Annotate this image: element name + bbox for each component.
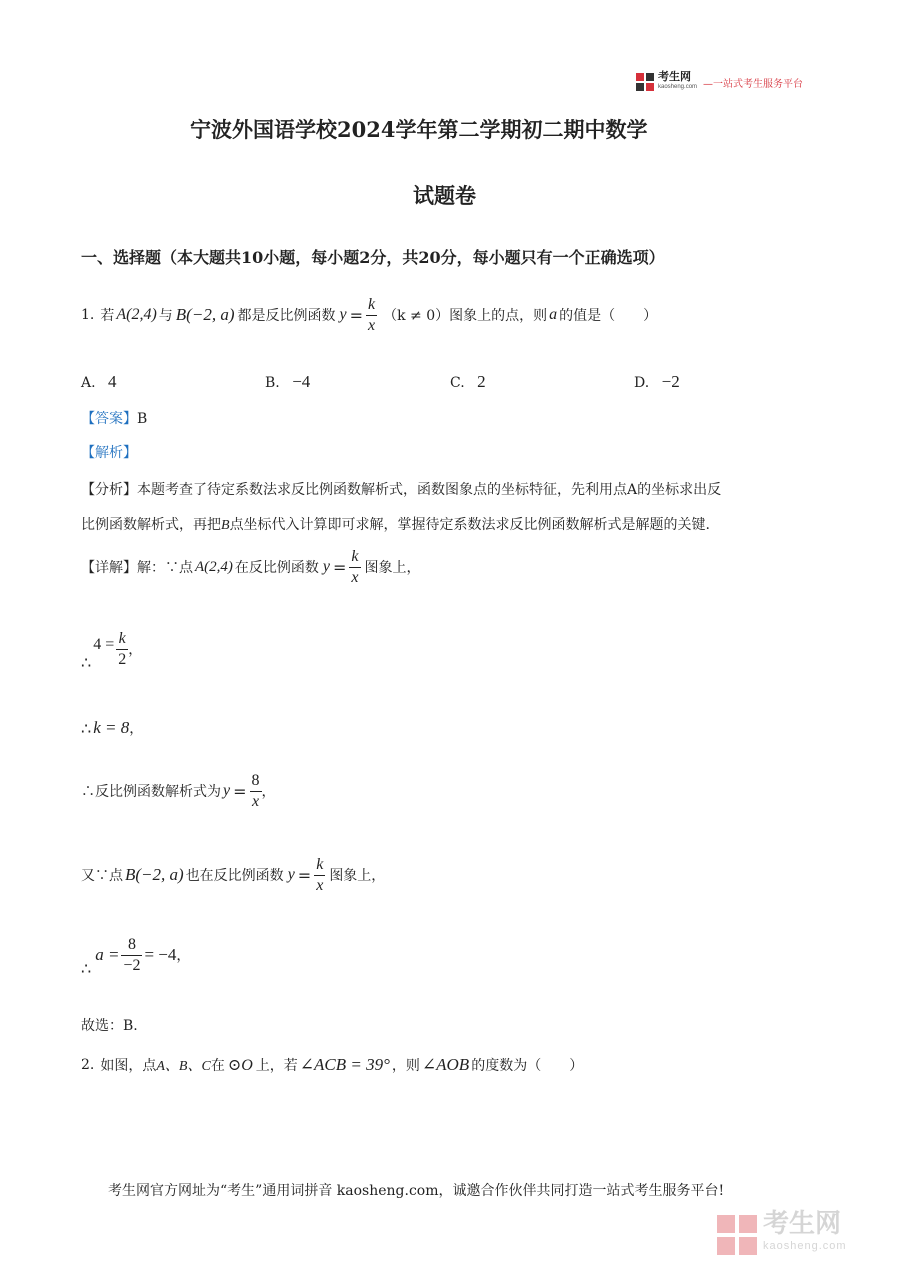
comma: ，: [128, 642, 143, 658]
option-label: C.: [450, 375, 465, 391]
kaosheng-watermark-icon: [717, 1215, 757, 1255]
therefore-symbol: ∴: [81, 959, 92, 978]
step-4-text-2: 也在反比例函数: [185, 868, 284, 884]
numerator-k: k: [368, 295, 376, 313]
q2-text-2: 在: [210, 1058, 225, 1074]
option-a[interactable]: [81, 372, 117, 392]
step-4-text-3: 图象上，: [329, 868, 386, 884]
footer-text: 考生网官方网址为“考生”通用词拼音 kaosheng.com，诚邀合作伙伴共同打造一站式考生服务平台!: [108, 1183, 725, 1199]
brand-logo: [636, 72, 803, 92]
question-number: 1.: [81, 307, 95, 323]
equals: =: [297, 865, 312, 885]
q1-text-3: 都是反比例函数: [237, 308, 336, 324]
var-y: y: [223, 782, 231, 799]
fraction-k-over-x: [349, 547, 360, 588]
step-3: [81, 766, 276, 816]
denominator-x: x: [351, 568, 359, 586]
option-value: −2: [661, 372, 680, 391]
numerator-k: k: [316, 855, 324, 873]
denominator-x: x: [316, 876, 324, 894]
option-value: 4: [108, 372, 117, 391]
step-5-rhs: = −4: [144, 945, 177, 964]
equals: =: [349, 305, 363, 325]
comma: ，: [261, 784, 276, 800]
therefore-symbol: ∴: [81, 718, 92, 738]
equals: =: [333, 557, 347, 577]
q2-text-3: 上，若: [255, 1058, 298, 1074]
answer-value: B: [137, 411, 148, 427]
step-2-expr: k = 8: [93, 718, 130, 737]
q1-condition: （k ≠ 0）图象上的点，则: [383, 308, 548, 324]
q2-text-4: ，则: [391, 1058, 420, 1074]
point-b: B(−2, a): [125, 865, 184, 884]
fenxi-line-2: [81, 514, 710, 534]
fraction-k-over-x: [314, 855, 325, 896]
answer-tag: 【答案】: [81, 411, 137, 427]
question-2-stem: [81, 1045, 583, 1085]
fenxi-tag: 【分析】: [81, 482, 137, 498]
point-a: A(2,4): [195, 558, 233, 575]
step-5-lhs: a =: [95, 945, 120, 964]
var-y: y: [322, 558, 331, 575]
detail-text-3: 图象上，: [364, 560, 421, 576]
step-4: [81, 850, 385, 900]
brand-slogan-prefix: —一站式考生服务平台: [703, 78, 804, 90]
step-3-text: ∴反比例函数解析式为: [81, 784, 221, 800]
conclusion: 故选：B.: [81, 1018, 138, 1034]
fraction-8-over-neg2: [121, 935, 142, 976]
point-a: A(2,4): [116, 306, 157, 323]
step-2: [81, 718, 143, 738]
therefore-symbol: ∴: [81, 653, 92, 672]
detail-line: [81, 544, 421, 590]
numerator-8: 8: [127, 935, 136, 953]
fenxi-text-2a: 比例函数解析式，再把: [81, 517, 221, 533]
step-1-lhs: 4 =: [93, 636, 115, 653]
denominator-x: x: [250, 791, 262, 812]
var-y: y: [339, 306, 347, 323]
option-d[interactable]: [634, 372, 680, 392]
watermark-logo: [717, 1209, 847, 1257]
answer-line: [81, 408, 147, 428]
fenxi-line-1: [81, 479, 721, 499]
point-b-ref: B: [221, 518, 230, 533]
step-5: [81, 930, 190, 980]
numerator-k: k: [118, 629, 126, 647]
option-label: B.: [265, 375, 280, 391]
q2-text-5: 的度数为（ ）: [471, 1058, 584, 1074]
brand-name: 考生网: [658, 71, 691, 83]
var-y: y: [287, 866, 295, 883]
detail-text-2: 在反比例函数: [234, 560, 319, 576]
brand-slogan: 一站式考生服务平台: [713, 78, 804, 90]
question-1-stem: [81, 290, 657, 340]
option-value: −4: [292, 372, 311, 391]
equals: =: [233, 781, 247, 801]
circle-o: ⊙O: [227, 1057, 253, 1074]
comma: ，: [129, 721, 144, 737]
q1-text-1: 若: [100, 308, 115, 324]
option-c[interactable]: [450, 372, 486, 392]
angle-acb: ∠ACB = 39°: [299, 1055, 390, 1074]
denominator-2: 2: [118, 650, 127, 668]
comma: ，: [176, 948, 191, 964]
angle-aob: ∠AOB: [421, 1055, 470, 1074]
option-value: 2: [477, 372, 486, 391]
point-b: B(−2, a): [175, 305, 235, 324]
points-abc: A、B、C: [156, 1059, 211, 1074]
var-a: a: [549, 306, 558, 323]
page-title: 宁波外国语学校2024学年第二学期初二期中数学: [190, 117, 648, 142]
analysis-tag: 【解析】: [81, 445, 137, 461]
fraction-k-over-x: [366, 295, 377, 336]
option-label: A.: [81, 375, 96, 391]
page-subtitle: 试题卷: [413, 183, 476, 208]
watermark-domain: kaosheng.com: [763, 1240, 847, 1252]
step-1: [81, 624, 142, 674]
watermark-name: 考生网: [763, 1209, 842, 1239]
q1-text-4: 的值是（ ）: [559, 308, 658, 324]
numerator-8: 8: [251, 771, 260, 789]
fenxi-text-2b: 点坐标代入计算即可求解，掌握待定系数法求反比例函数解析式是解题的关键.: [229, 517, 711, 533]
denominator-neg-2: −2: [123, 956, 141, 974]
detail-tag: 【详解】: [81, 560, 137, 576]
detail-text-1: 解：∵点: [137, 560, 193, 576]
denominator-x: x: [368, 316, 376, 334]
step-4-text-1: 又∵点: [81, 868, 123, 884]
kaosheng-logo-icon: [636, 73, 654, 91]
q1-text-2: 与: [158, 308, 173, 324]
brand-domain: kaosheng.com: [658, 84, 698, 90]
question-number: 2.: [81, 1057, 95, 1073]
section-heading: 一、选择题（本大题共10小题，每小题2分，共20分，每小题只有一个正确选项）: [81, 248, 665, 267]
fenxi-text-1: 本题考查了待定系数法求反比例函数解析式，函数图象点的坐标特征，先利用点A的坐标求出反: [137, 482, 722, 498]
fraction-8-over-x: [250, 771, 262, 812]
option-label: D.: [634, 375, 650, 391]
option-b[interactable]: [265, 372, 310, 392]
numerator-k: k: [351, 547, 359, 565]
fraction-k-over-2: [116, 629, 128, 670]
q2-text-1: 如图，点: [100, 1058, 157, 1074]
